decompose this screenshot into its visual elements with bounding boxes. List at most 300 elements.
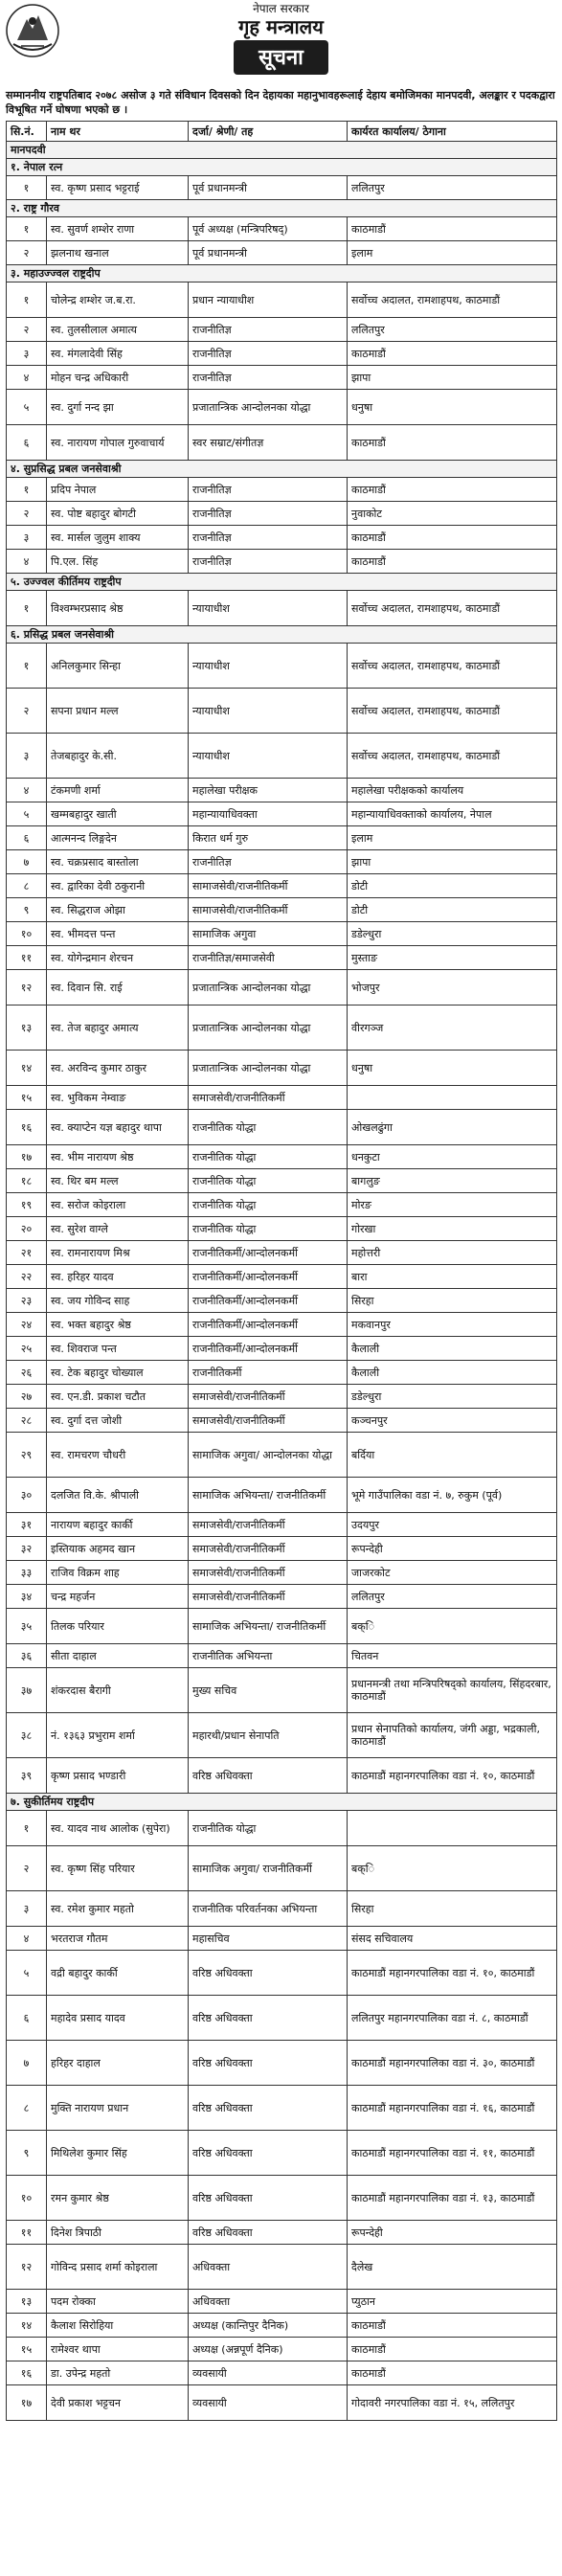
rank-cell: मुख्य सचिव [189,1668,348,1713]
name-cell: स्व. जय गोविन्द साह [47,1289,189,1313]
rank-cell: वरिष्ठ अधिवक्ता [189,2041,348,2086]
name-cell: सीता दाहाल [47,1644,189,1668]
office-cell: काठमाडौं [348,526,557,550]
name-cell: सपना प्रधान मल्ल [47,689,189,734]
rank-cell: व्यवसायी [189,2361,348,2385]
name-cell: तेजबहादुर के.सी. [47,734,189,779]
name-cell: भरतराज गौतम [47,1927,189,1951]
table-row [7,1609,557,1644]
rank-cell: अधिवक्ता [189,2245,348,2290]
table-row [7,390,557,425]
office-cell: गोरखा [348,1217,557,1241]
rank-cell: राजनीतिज्ञ [189,318,348,342]
office-cell: काठमाडौं [348,550,557,574]
table-row [7,1193,557,1217]
awards-table [6,121,557,2421]
section-row [7,461,557,478]
table-row [7,946,557,970]
office-cell: संसद सचिवालय [348,1927,557,1951]
section-title: ४. सुप्रसिद्ध प्रबल जनसेवाश्री [7,461,557,478]
serial-cell: २५ [7,1337,47,1361]
table-row [7,1951,557,1996]
rank-cell: महारथी/प्रधान सेनापति [189,1713,348,1758]
rank-cell: प्रजातान्त्रिक आन्दोलनका योद्धा [189,390,348,425]
office-cell: बक्ि [348,1609,557,1644]
table-row [7,1289,557,1313]
name-cell: पदम रोक्का [47,2290,189,2314]
serial-cell: ३३ [7,1561,47,1585]
nepal-emblem-icon [4,2,61,59]
table-row [7,550,557,574]
serial-cell: ३६ [7,1644,47,1668]
name-cell: मुक्ति नारायण प्रधान [47,2086,189,2131]
serial-cell: १४ [7,1051,47,1086]
office-cell: चितवन [348,1644,557,1668]
table-row [7,591,557,626]
office-cell: सिरहा [348,1289,557,1313]
office-cell: प्रधान सेनापतिको कार्यालय, जंगी अड्डा, भद्रकाली, काठमाडौं [348,1713,557,1758]
table-row [7,502,557,526]
serial-cell: १४ [7,2314,47,2338]
rank-cell: प्रजातान्त्रिक आन्दोलनका योद्धा [189,1051,348,1086]
table-row [7,1758,557,1794]
name-cell: अनिलकुमार सिन्हा [47,644,189,689]
name-cell: पि.एल. सिंह [47,550,189,574]
office-cell: उदयपुर [348,1513,557,1537]
table-row [7,2385,557,2421]
table-row [7,779,557,802]
rank-cell: सामाजसेवी/राजनीतिकर्मी [189,874,348,898]
rank-cell: अध्यक्ष (अन्नपूर्ण दैनिक) [189,2338,348,2361]
table-row [7,342,557,366]
rank-cell: न्यायाधीश [189,591,348,626]
table-row [7,1644,557,1668]
office-cell: डडेल्धुरा [348,1385,557,1409]
table-header-row [7,122,557,142]
serial-cell: २९ [7,1433,47,1478]
serial-cell: ३८ [7,1713,47,1758]
office-cell: काठमाडौं महानगरपालिका वडा नं. १०, काठमाडौं [348,1758,557,1794]
rank-cell: सामाजसेवी/राजनीतिकर्मी [189,898,348,922]
name-cell: स्व. भक्त बहादुर श्रेष्ठ [47,1313,189,1337]
intro-paragraph: सम्माननीय राष्ट्रपतिबाद २०७८ असोज ३ गते संविधान दिवसको दिन देहायका महानुभावहरूलाई देहाय बमोजिमका मानपदवी, अलङ्कार र पदकद्वारा विभूषित गर्ने घोषणा भएको छ । [6,89,555,116]
office-cell: सर्वोच्च अदालत, रामशाहपथ, काठमाडौं [348,689,557,734]
rank-cell: सामाजिक अगुवा [189,922,348,946]
office-cell: ललितपुर महानगरपालिका वडा नं. ८, काठमाडौं [348,1996,557,2041]
serial-cell: २२ [7,1265,47,1289]
rank-cell: समाजसेवी/राजनीतिकर्मी [189,1409,348,1433]
name-cell: झलनाथ खनाल [47,241,189,265]
name-cell: दिनेश त्रिपाठी [47,2221,189,2245]
table-row [7,2245,557,2290]
office-cell: वीरगञ्ज [348,1006,557,1051]
serial-cell: ६ [7,1996,47,2041]
serial-cell: १ [7,644,47,689]
rank-cell: वरिष्ठ अधिवक्ता [189,1996,348,2041]
serial-cell: २ [7,502,47,526]
rank-cell: राजनीतिज्ञ [189,366,348,390]
serial-cell: २७ [7,1385,47,1409]
rank-cell: राजनीतिकर्मी/आन्दोलनकर्मी [189,1289,348,1313]
office-cell: प्रधानमन्त्री तथा मन्त्रिपरिषद्को कार्यालय, सिंहदरबार, काठमाडौं [348,1668,557,1713]
rank-cell: राजनीतिकर्मी/आन्दोलनकर्मी [189,1313,348,1337]
table-row [7,1110,557,1145]
table-row [7,1668,557,1713]
rank-cell: राजनीतिज्ञ [189,502,348,526]
office-cell: दैलेख [348,2245,557,2290]
table-row [7,802,557,826]
serial-cell: १ [7,217,47,241]
rank-cell: महासचिव [189,1927,348,1951]
section-title: ५. उज्ज्वल कीर्तिमय राष्ट्रदीप [7,574,557,591]
name-cell: दलजित वि.के. श्रीपाली [47,1478,189,1513]
name-cell: स्व. द्वारिका देवी ठकुरानी [47,874,189,898]
table-row [7,1265,557,1289]
table-row [7,2338,557,2361]
name-cell: स्व. कृष्ण प्रसाद भट्टराई [47,176,189,200]
table-row [7,874,557,898]
table-row [7,1513,557,1537]
serial-cell: ३४ [7,1585,47,1609]
name-cell: स्व. सुवर्ण शम्शेर राणा [47,217,189,241]
table-row [7,1409,557,1433]
office-cell: इलाम [348,826,557,850]
rank-cell: समाजसेवी/राजनीतिकर्मी [189,1585,348,1609]
name-cell: नं. १३६३ प्रभुराम शर्मा [47,1713,189,1758]
name-cell: इस्तियाक अहमद खान [47,1537,189,1561]
rank-cell: राजनीतिक योद्धा [189,1169,348,1193]
office-cell: रूपन्देही [348,1537,557,1561]
rank-cell: सामाजिक अगुवा/ आन्दोलनका योद्धा [189,1433,348,1478]
rank-cell: वरिष्ठ अधिवक्ता [189,2131,348,2176]
name-cell: स्व. सरोज कोइराला [47,1193,189,1217]
serial-cell: २३ [7,1289,47,1313]
table-row [7,922,557,946]
name-cell: स्व. रामनारायण मिश्र [47,1241,189,1265]
section-row [7,159,557,176]
name-cell: टंकमणी शर्मा [47,779,189,802]
office-cell: ललितपुर [348,1585,557,1609]
name-cell: कृष्ण प्रसाद भण्डारी [47,1758,189,1794]
serial-cell: ९ [7,2131,47,2176]
name-cell: प्रदिप नेपाल [47,478,189,502]
name-cell: चोलेन्द्र शम्शेर ज.ब.रा. [47,282,189,318]
serial-cell: ३२ [7,1537,47,1561]
serial-cell: १ [7,176,47,200]
rank-cell: प्रजातान्त्रिक आन्दोलनका योद्धा [189,1006,348,1051]
section-row [7,1794,557,1811]
name-cell: स्व. शिवराज पन्त [47,1337,189,1361]
name-cell: मोहन चन्द्र अधिकारी [47,366,189,390]
section-title: २. राष्ट्र गौरव [7,200,557,217]
office-cell: धनुषा [348,390,557,425]
name-cell: स्व. क्याप्टेन यज्ञ बहादुर थापा [47,1110,189,1145]
table-row [7,425,557,461]
serial-cell: १५ [7,1086,47,1110]
table-row [7,526,557,550]
rank-cell: राजनीतिकर्मी [189,1361,348,1385]
section-title: ३. महाउज्ज्वल राष्ट्रदीप [7,265,557,282]
serial-cell: १६ [7,2361,47,2385]
rank-cell: न्यायाधीश [189,689,348,734]
rank-cell: राजनीतिक अभियन्ता [189,1644,348,1668]
rank-cell: वरिष्ठ अधिवक्ता [189,2221,348,2245]
office-cell: भूमे गाउँपालिका वडा नं. ७, रुकुम (पूर्व) [348,1478,557,1513]
office-cell: गोदावरी नगरपालिका वडा नं. १५, ललितपुर [348,2385,557,2421]
serial-cell: ६ [7,826,47,850]
office-cell: कञ्चनपुर [348,1409,557,1433]
rank-cell: राजनीतिज्ञ [189,550,348,574]
rank-cell: राजनीतिक योद्धा [189,1193,348,1217]
office-cell: काठमाडौं महानगरपालिका वडा नं. १६, काठमाडौं [348,2086,557,2131]
serial-cell: ४ [7,779,47,802]
serial-cell: ३५ [7,1609,47,1644]
office-cell: कैलाली [348,1337,557,1361]
name-cell: स्व. नारायण गोपाल गुरुवाचार्य [47,425,189,461]
rank-cell: किरात धर्म गुरु [189,826,348,850]
name-cell: गोविन्द प्रसाद शर्मा कोइराला [47,2245,189,2290]
rank-cell: राजनीतिज्ञ [189,850,348,874]
serial-cell: १० [7,922,47,946]
table-row [7,2131,557,2176]
office-cell: ओखलढुंगा [348,1110,557,1145]
serial-cell: ३ [7,1891,47,1927]
table-row [7,2290,557,2314]
rank-cell: वरिष्ठ अधिवक्ता [189,1951,348,1996]
name-cell: स्व. भुविकम नेम्वाङ [47,1086,189,1110]
serial-cell: २ [7,689,47,734]
name-cell: वद्री बहादुर कार्की [47,1951,189,1996]
office-cell: काठमाडौं महानगरपालिका वडा नं. १३, काठमाडौं [348,2176,557,2221]
table-row [7,1927,557,1951]
serial-cell: ३० [7,1478,47,1513]
serial-cell: ४ [7,1927,47,1951]
rank-cell: व्यवसायी [189,2385,348,2421]
section-row [7,626,557,644]
name-cell: स्व. योगेन्द्रमान शेरचन [47,946,189,970]
serial-cell: १ [7,282,47,318]
office-cell: सर्वोच्च अदालत, रामशाहपथ, काठमाडौं [348,591,557,626]
rank-cell: समाजसेवी/राजनीतिकर्मी [189,1086,348,1110]
office-cell: सर्वोच्च अदालत, रामशाहपथ, काठमाडौं [348,734,557,779]
table-row [7,1478,557,1513]
serial-cell: ८ [7,2086,47,2131]
office-cell: डोटी [348,874,557,898]
serial-cell: २ [7,1846,47,1891]
serial-cell: ३ [7,526,47,550]
name-cell: स्व. कृष्ण सिंह परियार [47,1846,189,1891]
name-cell: रामेश्वर थापा [47,2338,189,2361]
name-cell: विश्वम्भरप्रसाद श्रेष्ठ [47,591,189,626]
serial-cell: २४ [7,1313,47,1337]
serial-cell: ३ [7,342,47,366]
name-cell: कैलाश सिरोहिया [47,2314,189,2338]
header-name: नाम थर [47,122,189,142]
table-row [7,1006,557,1051]
office-cell: कैलाली [348,1361,557,1385]
table-row [7,318,557,342]
name-cell: स्व. तेज बहादुर अमात्य [47,1006,189,1051]
table-row [7,241,557,265]
rank-cell: वरिष्ठ अधिवक्ता [189,2176,348,2221]
serial-cell: २८ [7,1409,47,1433]
table-row [7,1537,557,1561]
office-cell: मकवानपुर [348,1313,557,1337]
office-cell: काठमाडौं [348,425,557,461]
office-cell: डोटी [348,898,557,922]
table-row [7,2361,557,2385]
rank-cell: पूर्व अध्यक्ष (मन्त्रिपरिषद्) [189,217,348,241]
header-rank: दर्जा/ श्रेणी/ तह [189,122,348,142]
office-cell [348,1086,557,1110]
table-row [7,1713,557,1758]
office-cell: ललितपुर [348,318,557,342]
table-row [7,1891,557,1927]
serial-cell: ४ [7,366,47,390]
rank-cell: प्रजातान्त्रिक आन्दोलनका योद्धा [189,970,348,1006]
header-serial: सि.नं. [7,122,47,142]
government-name: नेपाल सरकार [253,2,309,15]
office-cell: इलाम [348,241,557,265]
serial-cell: ७ [7,850,47,874]
rank-cell: राजनीतिज्ञ [189,526,348,550]
name-cell: शंकरदास बैरागी [47,1668,189,1713]
office-cell: धनकुटा [348,1145,557,1169]
table-row [7,2041,557,2086]
table-row [7,1433,557,1478]
table-row [7,1217,557,1241]
name-cell: खम्मबहादुर खाती [47,802,189,826]
rank-cell: वरिष्ठ अधिवक्ता [189,1758,348,1794]
serial-cell: ३१ [7,1513,47,1537]
rank-cell: पूर्व प्रधानमन्त्री [189,241,348,265]
office-cell: महान्यायाधिवक्ताको कार्यालय, नेपाल [348,802,557,826]
notice-title: सूचना [234,40,328,75]
name-cell: राजिव विक्रम शाह [47,1561,189,1585]
office-cell: सिरहा [348,1891,557,1927]
name-cell: नारायण बहादुर कार्की [47,1513,189,1537]
serial-cell: १७ [7,1145,47,1169]
serial-cell: ११ [7,2221,47,2245]
serial-cell: ४ [7,550,47,574]
name-cell: स्व. एन.डी. प्रकाश चटौत [47,1385,189,1409]
name-cell: डा. उपेन्द्र महतो [47,2361,189,2385]
table-row [7,1169,557,1193]
office-cell: ललितपुर [348,176,557,200]
name-cell: तिलक परियार [47,1609,189,1644]
table-row [7,282,557,318]
rank-cell: राजनीतिकर्मी/आन्दोलनकर्मी [189,1337,348,1361]
section-title: ६. प्रसिद्ध प्रबल जनसेवाश्री [7,626,557,644]
serial-cell: ३७ [7,1668,47,1713]
office-cell: मुस्ताङ [348,946,557,970]
rank-cell: समाजसेवी/राजनीतिकर्मी [189,1513,348,1537]
serial-cell: ५ [7,1951,47,1996]
table-row [7,2086,557,2131]
table-row [7,1996,557,2041]
rank-cell: महान्यायाधिवक्ता [189,802,348,826]
table-row [7,2221,557,2245]
name-cell: स्व. तुलसीलाल अमात्य [47,318,189,342]
table-row [7,176,557,200]
rank-cell: महालेखा परीक्षक [189,779,348,802]
rank-cell: राजनीतिज्ञ [189,478,348,502]
serial-cell: ७ [7,2041,47,2086]
name-cell: स्व. पोष्ट बहादुर बोगटी [47,502,189,526]
rank-cell: राजनीतिकर्मी/आन्दोलनकर्मी [189,1241,348,1265]
serial-cell: १३ [7,1006,47,1051]
table-row [7,366,557,390]
top-label-row [7,142,557,159]
table-row [7,2314,557,2338]
rank-cell: न्यायाधीश [189,734,348,779]
rank-cell: प्रधान न्यायाधीश [189,282,348,318]
table-row [7,478,557,502]
name-cell: चन्द्र महर्जन [47,1585,189,1609]
table-row [7,850,557,874]
rank-cell: समाजसेवी/राजनीतिकर्मी [189,1537,348,1561]
rank-cell: सामाजिक अगुवा/ राजनीतिकर्मी [189,1846,348,1891]
rank-cell: राजनीतिकर्मी/आन्दोलनकर्मी [189,1265,348,1289]
rank-cell: राजनीतिज्ञ [189,342,348,366]
office-cell: प्युठान [348,2290,557,2314]
header [0,0,562,86]
section-title: ७. सुकीर्तिमय राष्ट्रदीप [7,1794,557,1811]
table-row [7,1361,557,1385]
name-cell: आत्मनन्द लिङ्गदेन [47,826,189,850]
ministry-name: गृह मन्त्रालय [238,15,324,38]
rank-cell: राजनीतिज्ञ/समाजसेवी [189,946,348,970]
table-row [7,1561,557,1585]
serial-cell: १६ [7,1110,47,1145]
office-cell: भोजपुर [348,970,557,1006]
serial-cell: १७ [7,2385,47,2421]
office-cell: धनुषा [348,1051,557,1086]
rank-cell: समाजसेवी/राजनीतिकर्मी [189,1385,348,1409]
table-row [7,1811,557,1846]
serial-cell: १२ [7,2245,47,2290]
name-cell: महादेव प्रसाद यादव [47,1996,189,2041]
office-cell [348,1811,557,1846]
name-cell: स्व. चक्रप्रसाद बास्तोला [47,850,189,874]
table-row [7,1846,557,1891]
serial-cell: १ [7,478,47,502]
table-row [7,1313,557,1337]
rank-cell: राजनीतिक परिवर्तनका अभियन्ता [189,1891,348,1927]
office-cell: काठमाडौं [348,2314,557,2338]
office-cell: काठमाडौं महानगरपालिका वडा नं. १०, काठमाडौं [348,1951,557,1996]
office-cell: काठमाडौं [348,478,557,502]
serial-cell: २ [7,318,47,342]
table-row [7,898,557,922]
office-cell: झापा [348,366,557,390]
rank-cell: सामाजिक अभियन्ता/ राजनीतिकर्मी [189,1609,348,1644]
name-cell: स्व. सिद्धराज ओझा [47,898,189,922]
office-cell: काठमाडौं [348,2361,557,2385]
name-cell: स्व. मंगलादेवी सिंह [47,342,189,366]
rank-cell: पूर्व प्रधानमन्त्री [189,176,348,200]
office-cell: रूपन्देही [348,2221,557,2245]
serial-cell: १८ [7,1169,47,1193]
name-cell: देवी प्रकाश भट्टचन [47,2385,189,2421]
rank-cell: वरिष्ठ अधिवक्ता [189,2086,348,2131]
table-body [7,142,557,2421]
rank-cell: राजनीतिक योद्धा [189,1145,348,1169]
office-cell: बारा [348,1265,557,1289]
table-row [7,734,557,779]
serial-cell: १९ [7,1193,47,1217]
name-cell: स्व. टेक बहादुर चोख्याल [47,1361,189,1385]
